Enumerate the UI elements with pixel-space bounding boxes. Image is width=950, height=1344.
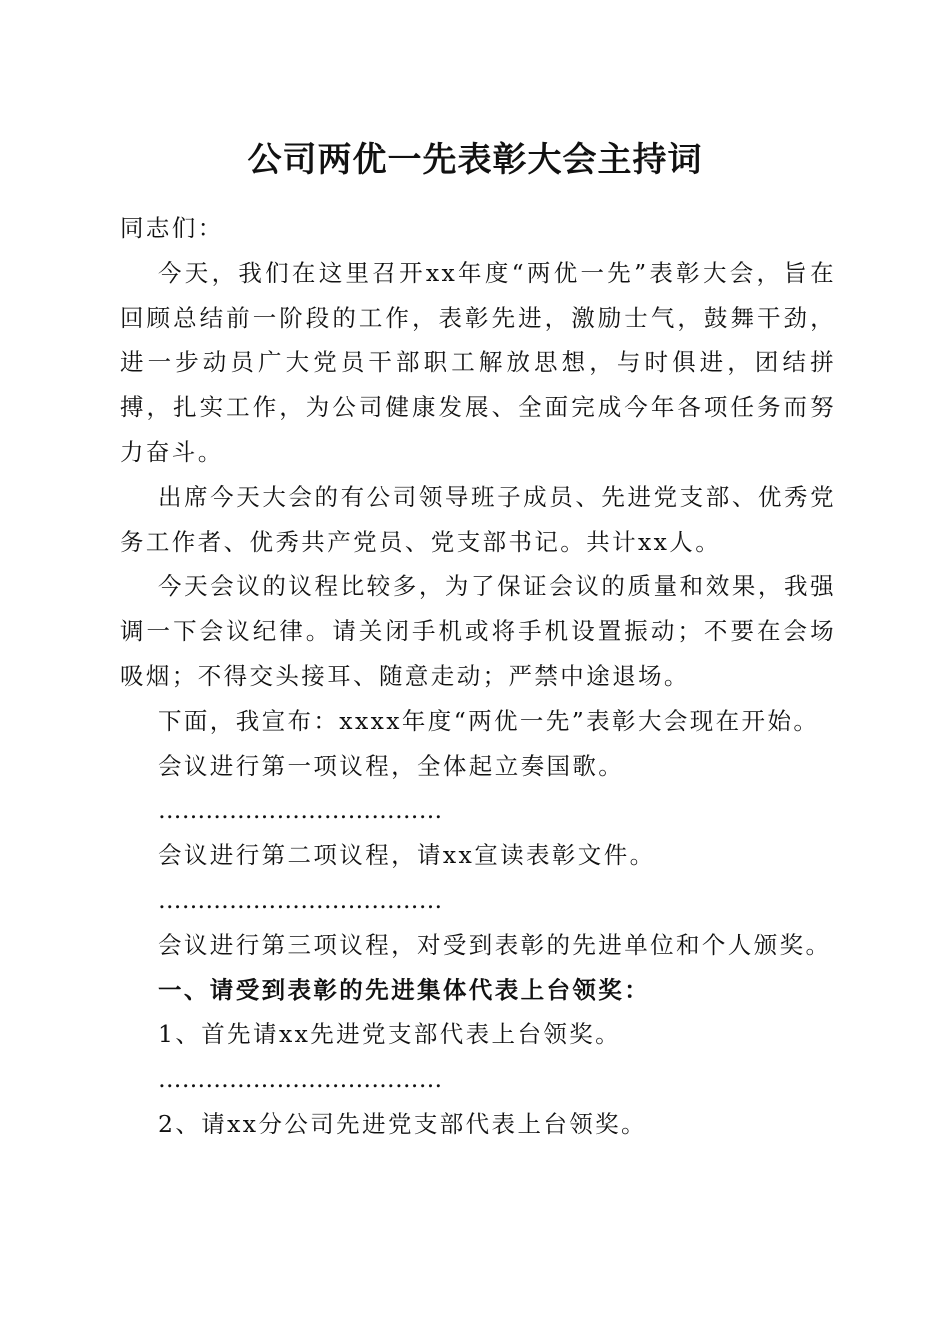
paragraph-announcement: 下面，我宣布：xxxx年度“两优一先”表彰大会现在开始。 — [158, 706, 820, 735]
paragraph-attendees: 出席今天大会的有公司领导班子成员、先进党支部、优秀党务工作者、优秀共产党员、党支部书记。共计xx人。 — [120, 482, 836, 556]
list-item-1: 1、首先请xx先进党支部代表上台领奖。 — [158, 1020, 622, 1049]
document-body — [120, 206, 836, 1147]
paragraph-agenda-2: 会议进行第二项议程，请xx宣读表彰文件。 — [158, 841, 656, 870]
salutation: 同志们： — [120, 214, 224, 242]
paragraph-agenda-3: 会议进行第三项议程，对受到表彰的先进单位和个人颁奖。 — [158, 930, 832, 959]
paragraph-discipline: 今天会议的议程比较多，为了保证会议的质量和效果，我强调一下会议纪律。请关闭手机或将手机设置振动；不要在会场吸烟；不得交头接耳、随意走动；严禁中途退场。 — [120, 572, 836, 690]
document-title: 公司两优一先表彰大会主持词 — [247, 140, 703, 180]
ellipsis-separator-1: ……………………………… — [158, 796, 443, 825]
paragraph-opening: 今天，我们在这里召开xx年度“两优一先”表彰大会，旨在回顾总结前一阶段的工作，表彰先进，激励士气，鼓舞干劲，进一步动员广大党员干部职工解放思想，与时俱进，团结拼搏，扎实工作，为公司健康发展、全面完成今年各项任务而努力奋斗。 — [120, 258, 836, 466]
paragraph-agenda-1: 会议进行第一项议程，全体起立奏国歌。 — [158, 751, 625, 780]
ellipsis-separator-3: ……………………………… — [158, 1065, 443, 1094]
ellipsis-separator-2: ……………………………… — [158, 885, 443, 914]
section-heading-collective: 一、请受到表彰的先进集体代表上台领奖： — [158, 975, 651, 1004]
list-item-2: 2、请xx分公司先进党支部代表上台领奖。 — [158, 1109, 647, 1138]
